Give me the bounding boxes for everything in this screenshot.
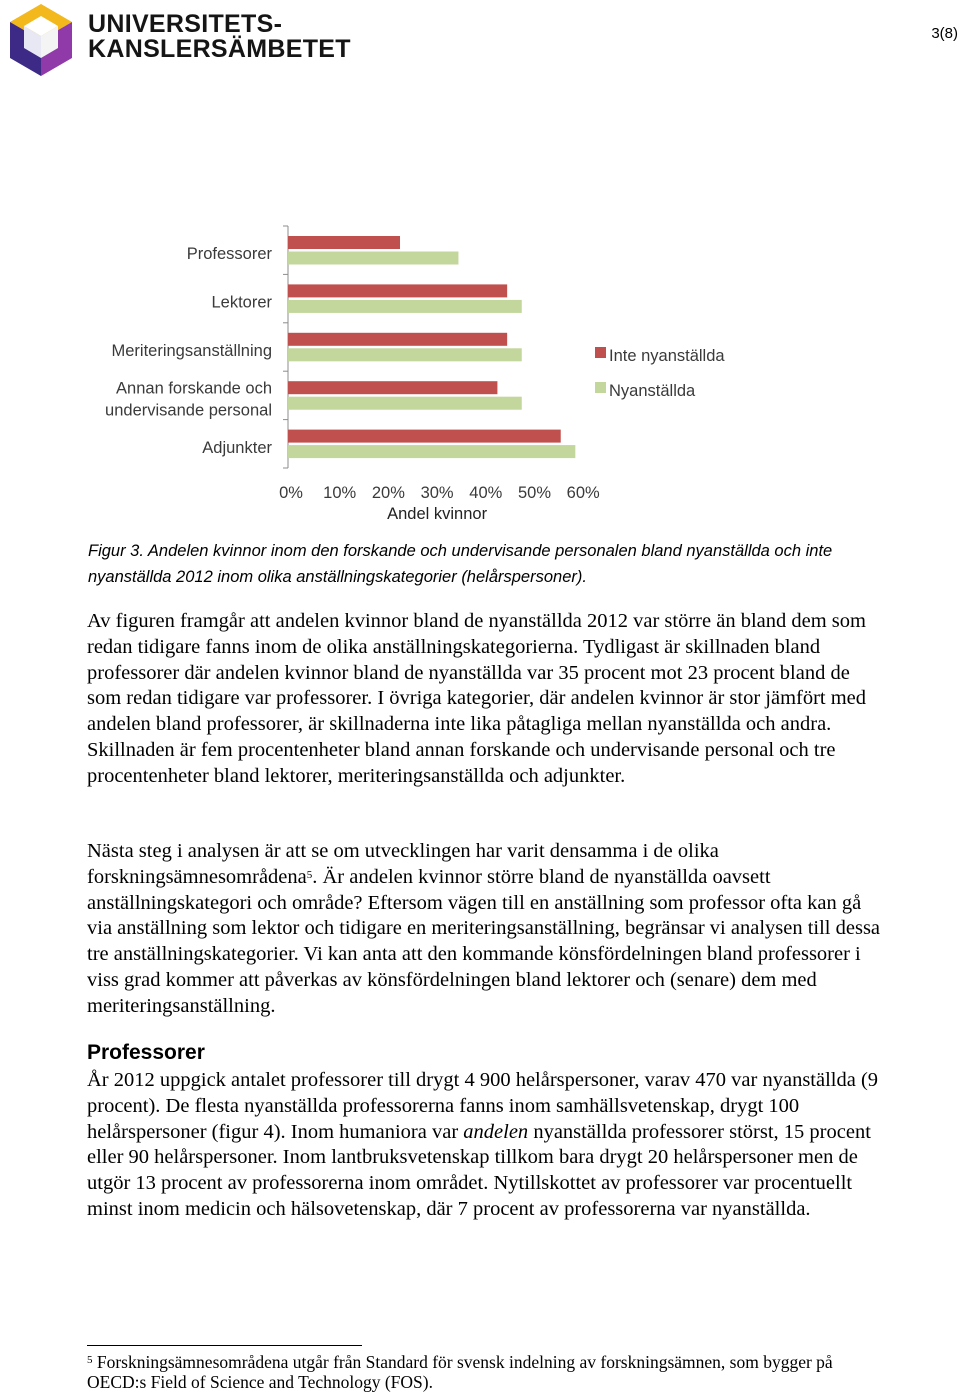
legend-label: Nyanställda [609,382,696,400]
bar-inte-nyanstallda [288,284,507,297]
bar-nyanstallda [288,348,522,361]
x-tick-label: 40% [469,484,503,502]
x-tick-label: 20% [371,484,405,502]
section-heading: Professorer [87,1041,205,1064]
legend-swatch [595,382,606,393]
paragraph-1: Av figuren framgår att andelen kvinnor bland de nyanställda 2012 var större än bland dem som redan tidigare fanns inom de olika anställningskategorierna. Tydligast är skillnaden bland professorer där andelen kvinnor bland de nyanställda var 35 procent mot 23 procent bland de som redan tidigare var professorer. I övriga kategorier, där andelen kvinnor är stor jämfört med andelen bland professorer, är skillnaderna inte lika påtagliga mellan nyanställda och andra. Skillnaden är fem procentenheter bland annan forskande och undervisande personal och tre procentenheter bland lektorer, meriteringsanställda och adjunkter. [87,610,867,787]
x-axis-title: Andel kvinnor [387,505,488,523]
footnote-divider [87,1345,362,1346]
category-label: Professorer [186,245,272,264]
bar-inte-nyanstallda [288,381,497,394]
x-tick-label: 30% [420,484,454,502]
paragraph-2 [87,839,887,1020]
bar-nyanstallda [288,445,575,458]
paragraph-3 [87,1068,887,1223]
bar-nyanstallda [288,397,522,410]
x-tick-label: 0% [279,484,303,502]
category-label: Annan forskande och [116,379,272,398]
page-number: 3(8) [931,25,958,42]
x-tick-label: 10% [323,484,357,502]
footnote-text: Forskningsämnesområdena utgår från Standard för svensk indelning av forskningsämnen, som bygger på OECD:s Field of Science and Technology (FOS). [87,1352,833,1392]
figure-caption: Figur 3. Andelen kvinnor inom den forskande och undervisande personalen bland nyanställda och inte nyanställda 2012 inom olika anställningskategorier (helårspersoner). [88,542,833,586]
x-tick-label: 50% [517,484,552,502]
footnote-ref[interactable]: 5 [306,868,313,881]
footnote [87,1352,887,1392]
logo-wordmark [88,12,351,62]
category-label: Adjunkter [202,438,272,457]
paragraph-2-part-1: Nästa steg i analysen är att se om utvecklingen har varit densamma i de olika forskningsämnesområdena [87,840,719,888]
paragraph-3-part-1: År 2012 uppgick antalet professorer till drygt 4 900 helårspersoner, varav 470 var nyanställda (9 procent). De flesta nyanställda professorerna fanns inom samhällsvetenskap, drygt 100 helårspersoner (figur 4). Inom humaniora var [87,1069,879,1143]
footnote-number: 5 [87,1354,93,1366]
bar-nyanstallda [288,300,522,313]
paragraph-3-part-2: nyanställda professorer störst, 15 procent eller 90 helårspersoner. Inom lantbruksvetenskap tillkom bara drygt 20 helårspersoner men de utgör 13 procent av professorerna inom området. Nytillskottet av professorer var procentuellt minst inom medicin och hälsovetenskap, där 7 procent av professorerna var nyanställda. [87,1120,871,1220]
paragraph-3-emphasis: andelen [463,1120,529,1143]
logo-cube-icon [6,2,76,78]
legend-swatch [595,347,606,358]
category-label: Meriteringsanställning [111,342,272,360]
legend-label: Inte nyanställda [609,347,725,365]
bar-inte-nyanstallda [288,430,561,443]
bar-inte-nyanstallda [288,236,400,249]
paragraph-2-part-2: . Är andelen kvinnor större bland de nyanställda oavsett anställningskategori och område? Eftersom vägen till en anställning som professor ofta kan gå via anställning som lektor och tidigare en meriteringsanställning, begränsar vi analysen till dessa tre anställningskategorier. Vi kan anta att den kommande könsfördelningen bland professorer i viss grad kommer att påverkas av könsfördelningen bland lektorer och (senare) dem med meriteringsanställning. [87,865,881,1017]
bar-inte-nyanstallda [288,333,507,346]
bar-nyanstallda [288,252,458,265]
logo-line-1: UNIVERSITETS- [88,10,283,38]
logo-line-2: KANSLERSÄMBETET [88,35,351,63]
category-label: Lektorer [211,293,272,312]
bar-chart [88,222,725,526]
category-label: undervisande personal [105,401,272,420]
x-tick-label: 60% [566,484,600,502]
